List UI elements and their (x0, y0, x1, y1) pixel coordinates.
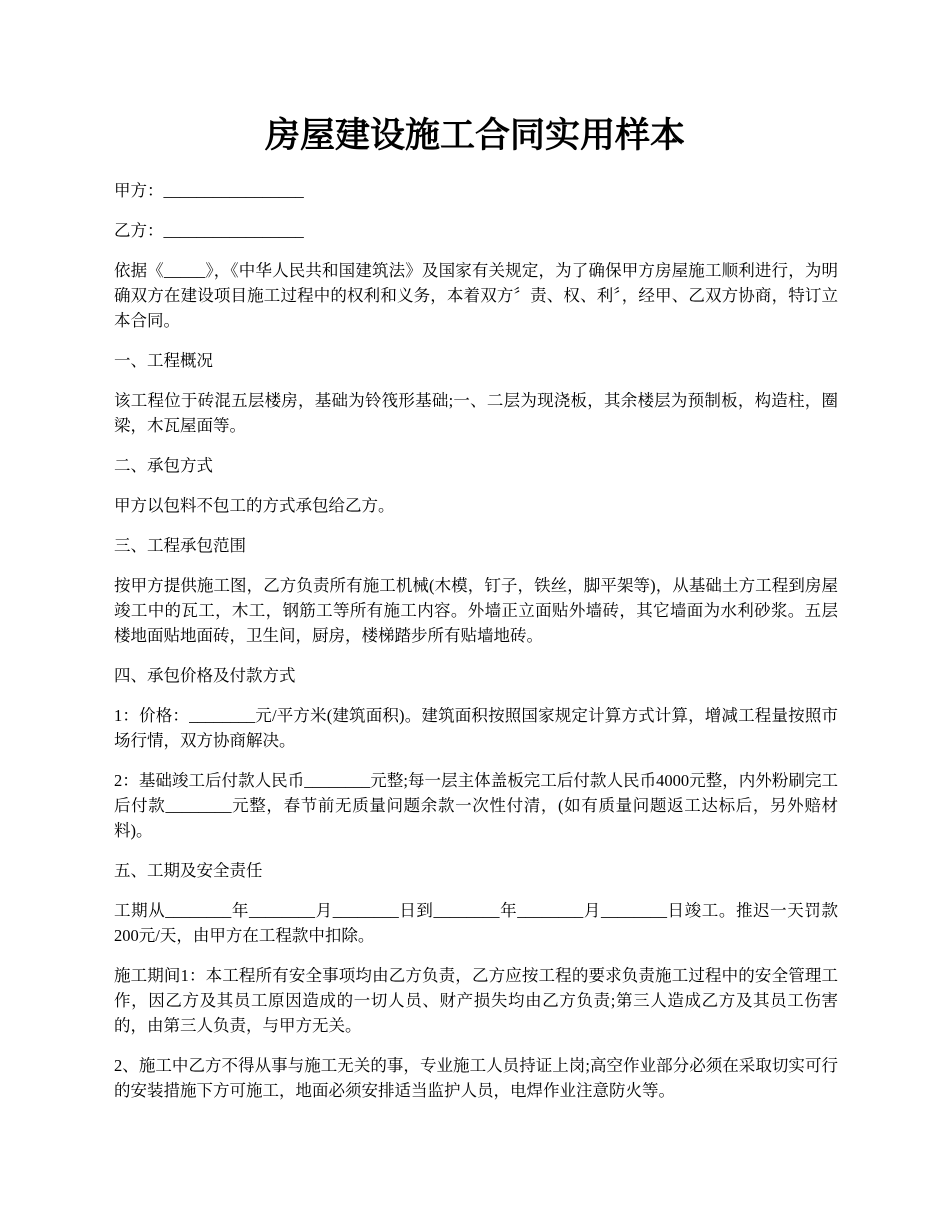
document-body (114, 178, 838, 1118)
section-heading-1: 一、工程概况 (114, 351, 213, 370)
preamble-paragraph: 依据《_____》，《中华人民共和国建筑法》及国家有关规定，为了确保甲方房屋施工顺利进行，为明确双方在建设项目施工过程中的权利和义务，本着双方〞责、权、利〞，经甲、乙双方协商，特订立本合同。 (114, 261, 838, 330)
document-title: 房屋建设施工合同实用样本 (264, 116, 685, 155)
section-2-paragraph: 甲方以包料不包工的方式承包给乙方。 (114, 496, 395, 515)
section-1-paragraph: 该工程位于砖混五层楼房，基础为铃筏形基础;一、二层为现浇板，其余楼层为预制板，构造柱，圈梁，木瓦屋面等。 (114, 391, 838, 435)
section-5-safety-paragraph-1: 施工期间1：本工程所有安全事项均由乙方负责，乙方应按工程的要求负责施工过程中的安全管理工作，因乙方及其员工原因造成的一切人员、财产损失均由乙方负责;第三人造成乙方及其员工伤害的，由第三人负责，与甲方无关。 (114, 966, 838, 1035)
section-heading-3: 三、工程承包范围 (114, 536, 246, 555)
section-5-schedule-paragraph: 工期从________年________月________日到________年________月________日竣工。推迟一天罚款200元/天，由甲方在工程款中扣除。 (114, 901, 838, 945)
section-heading-4: 四、承包价格及付款方式 (114, 666, 296, 685)
section-heading-2: 二、承包方式 (114, 456, 213, 475)
party-b-line: 乙方：_________________ (114, 221, 304, 240)
section-heading-5: 五、工期及安全责任 (114, 861, 263, 880)
party-a-line: 甲方：_________________ (114, 181, 304, 200)
section-3-paragraph: 按甲方提供施工图，乙方负责所有施工机械(木模，钉子，铁丝，脚平架等)，从基础土方工程到房屋竣工中的瓦工，木工，钢筋工等所有施工内容。外墙正立面贴外墙砖，其它墙面为水利砂浆。五层楼地面贴地面砖，卫生间，厨房，楼梯踏步所有贴墙地砖。 (114, 576, 838, 645)
section-4-payment-paragraph: 2：基础竣工后付款人民币________元整;每一层主体盖板完工后付款人民币4000元整，内外粉刷完工后付款________元整，春节前无质量问题余款一次性付清，(如有质量问题返工达标后，另外赔材料)。 (114, 771, 838, 840)
section-5-safety-paragraph-2: 2、施工中乙方不得从事与施工无关的事，专业施工人员持证上岗;高空作业部分必须在采取切实可行的安装措施下方可施工，地面必须安排适当监护人员，电焊作业注意防火等。 (114, 1056, 838, 1100)
section-4-price-paragraph: 1：价格：________元/平方米(建筑面积)。建筑面积按照国家规定计算方式计算，增减工程量按照市场行情，双方协商解决。 (114, 706, 838, 750)
